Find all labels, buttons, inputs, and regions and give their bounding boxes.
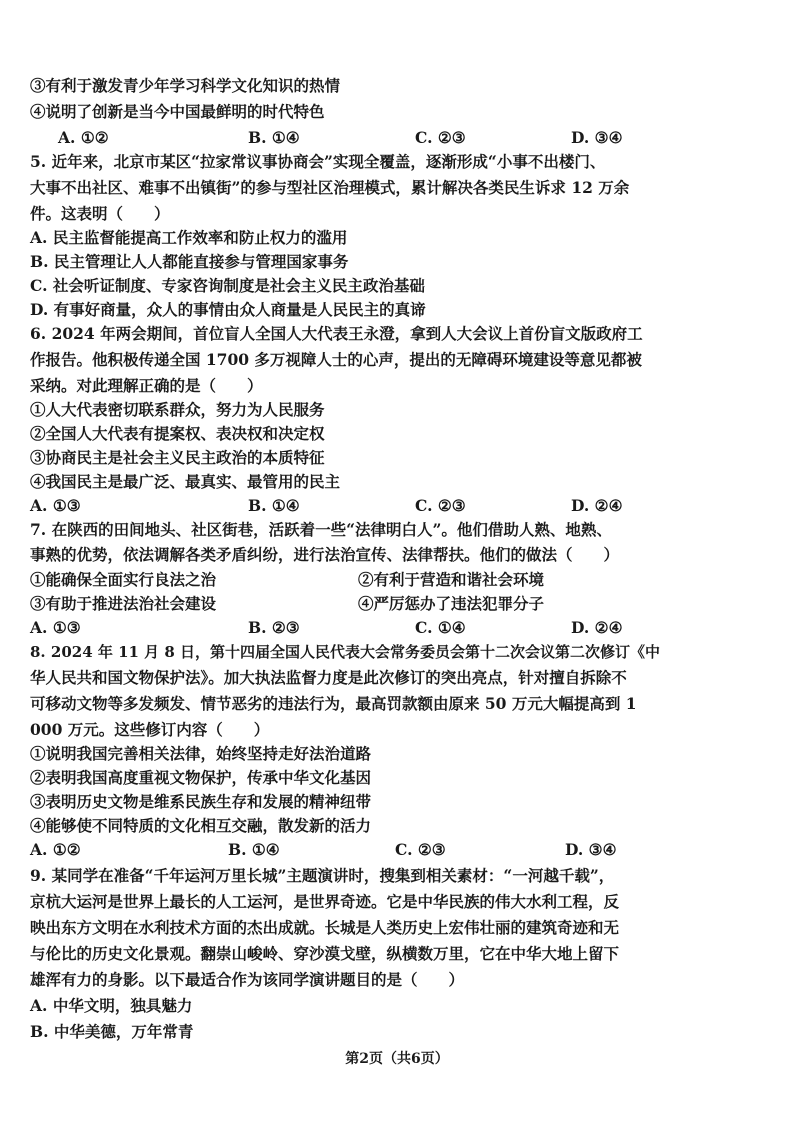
q9-option-a: A. 中华文明，独具魅力 (30, 996, 193, 1015)
q4-option-c: C. ②③ (415, 128, 466, 147)
q8-option-b: B. ①④ (228, 840, 280, 859)
q8-item-3: ③表明历史文物是维系民族生存和发展的精神纽带 (30, 792, 372, 811)
q6-item-2: ②全国人大代表有提案权、表决权和决定权 (30, 424, 325, 443)
q7-stem-line-2: 事熟的优势，依法调解各类矛盾纠纷，进行法治宣传、法律帮扶。他们的做法（ ） (30, 545, 620, 564)
q9-stem-line-2: 京杭大运河是世界上最长的人工运河，是世界奇迹。它是中华民族的伟大水利工程，反 (30, 892, 620, 911)
q8-item-4: ④能够使不同特质的文化相互交融，散发新的活力 (30, 816, 372, 835)
q8-option-d: D. ③④ (565, 840, 617, 859)
q7-stem-line-1: 7. 在陕西的田间地头、社区街巷，活跃着一些“法律明白人”。他们借助人熟、地熟、 (30, 520, 612, 539)
q7-option-a: A. ①③ (30, 618, 81, 637)
q8-item-2: ②表明我国高度重视文物保护，传承中华文化基因 (30, 768, 372, 787)
q6-item-4: ④我国民主是最广泛、最真实、最管用的民主 (30, 472, 341, 491)
q8-option-c: C. ②③ (395, 840, 446, 859)
q5-option-b: B. 民主管理让人人都能直接参与管理国家事务 (30, 252, 349, 271)
q7-item-4: ④严厉惩办了违法犯罪分子 (358, 594, 545, 613)
q5-stem-line-2: 大事不出社区、难事不出镇街”的参与型社区治理模式，累计解决各类民生诉求 12 万余 (30, 178, 630, 197)
q7-option-b: B. ②③ (248, 618, 300, 637)
page-footer: 第2页（共6页） (345, 1051, 449, 1067)
q9-stem-line-4: 与伦比的历史文化景观。翻崇山峻岭、穿沙漠戈壁，纵横数万里，它在中华大地上留下 (30, 944, 620, 963)
q9-stem-line-5: 雄浑有力的身影。以下最适合作为该同学演讲题目的是（ ） (30, 970, 465, 989)
q7-item-1: ①能确保全面实行良法之治 (30, 570, 217, 589)
q4-option-b: B. ①④ (248, 128, 300, 147)
q7-item-2: ②有利于营造和谐社会环境 (358, 570, 545, 589)
q8-stem-line-3: 可移动文物等多发频发、情节恶劣的违法行为，最高罚款额由原来 50 万元大幅提高到 1 (30, 694, 637, 713)
q6-item-3: ③协商民主是社会主义民主政治的本质特征 (30, 448, 325, 467)
q8-stem-line-2: 华人民共和国文物保护法》。加大执法监督力度是此次修订的突出亮点，针对擅自拆除不 (30, 668, 627, 687)
q6-option-b: B. ①④ (248, 496, 300, 515)
q8-item-1: ①说明我国完善相关法律，始终坚持走好法治道路 (30, 744, 372, 763)
q5-stem-line-1: 5. 近年来，北京市某区“拉家常议事协商会”实现全覆盖，逐渐形成“小事不出楼门、 (30, 152, 606, 171)
q8-stem-line-1: 8. 2024 年 11 月 8 日，第十四届全国人民代表大会常务委员会第十二次会议第二次修订《中 (30, 643, 661, 661)
q4-item-4: ④说明了创新是当今中国最鲜明的时代特色 (30, 102, 325, 121)
q5-option-c: C. 社会听证制度、专家咨询制度是社会主义民主政治基础 (30, 276, 425, 295)
q9-stem-line-1: 9. 某同学在准备“千年运河万里长城”主题演讲时，搜集到相关素材：“一河越千载”， (30, 866, 615, 885)
q7-option-d: D. ②④ (571, 618, 623, 637)
q8-option-a: A. ①② (30, 840, 81, 859)
q6-option-c: C. ②③ (415, 496, 466, 515)
q4-item-3: ③有利于激发青少年学习科学文化知识的热情 (30, 76, 341, 95)
q4-option-a: A. ①② (58, 128, 109, 147)
q4-option-d: D. ③④ (571, 128, 623, 147)
q5-option-a: A. 民主监督能提高工作效率和防止权力的滥用 (30, 228, 348, 247)
q6-stem-line-1: 6. 2024 年两会期间，首位盲人全国人大代表王永澄，拿到人大会议上首份盲文版政府工 (30, 324, 643, 343)
q6-stem-line-2: 作报告。他积极传递全国 1700 多万视障人士的心声，提出的无障碍环境建设等意见都被 (30, 350, 642, 369)
q5-stem-line-3: 件。这表明（ ） (30, 204, 170, 223)
q6-option-a: A. ①③ (30, 496, 81, 515)
q7-option-c: C. ①④ (415, 618, 466, 637)
q9-option-b: B. 中华美德，万年常青 (30, 1022, 194, 1041)
q5-option-d: D. 有事好商量，众人的事情由众人商量是人民民主的真谛 (30, 300, 426, 319)
q6-stem-line-3: 采纳。对此理解正确的是（ ） (30, 376, 263, 395)
q6-option-d: D. ②④ (571, 496, 623, 515)
q7-item-3: ③有助于推进法治社会建设 (30, 594, 217, 613)
q6-item-1: ①人大代表密切联系群众，努力为人民服务 (30, 400, 325, 419)
q8-stem-line-4: 000 万元。这些修订内容（ ） (30, 720, 270, 739)
q9-stem-line-3: 映出东方文明在水利技术方面的杰出成就。长城是人类历史上宏伟壮丽的建筑奇迹和无 (30, 918, 620, 937)
